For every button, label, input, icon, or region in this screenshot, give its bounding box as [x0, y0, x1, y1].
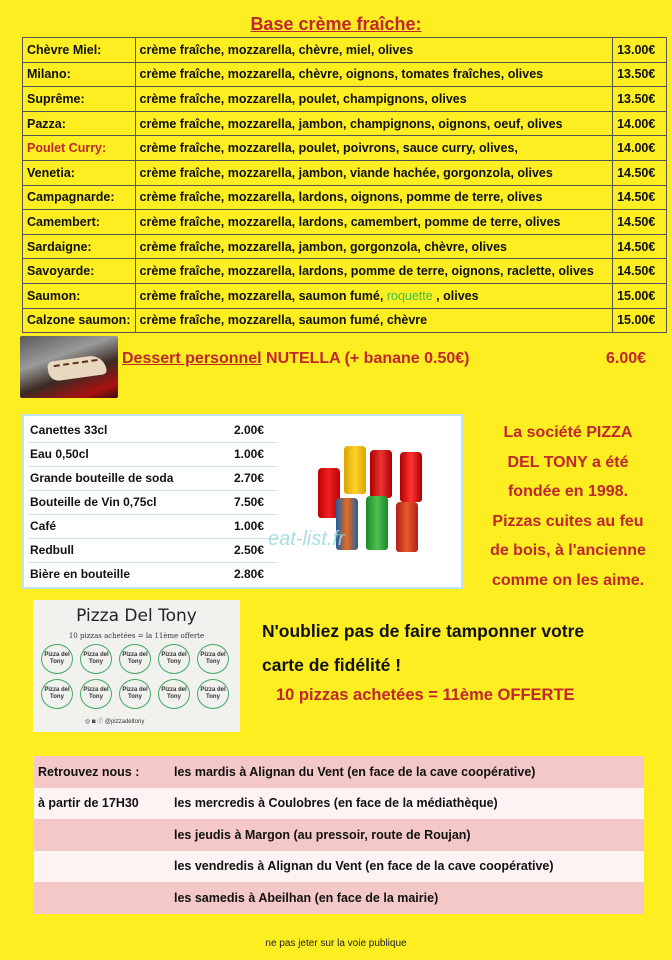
dessert-detail: NUTELLA (+ banane 0.50€) — [261, 350, 470, 367]
schedule-location: les mercredis à Coulobres (en face de la médiathèque) — [170, 788, 644, 820]
pizza-ingredients: crème fraîche, mozzarella, jambon, gorgonzola, chèvre, olives — [135, 234, 613, 259]
table-row — [28, 418, 278, 442]
can-icon — [344, 446, 366, 494]
schedule-left — [34, 882, 170, 914]
pizza-ingredients: crème fraîche, mozzarella, chèvre, miel, olives — [135, 38, 613, 63]
pizza-price: 14.50€ — [613, 185, 667, 210]
table-row — [23, 87, 667, 112]
drink-price: 2.70€ — [232, 466, 278, 490]
drink-price: 1.00€ — [232, 514, 278, 538]
table-row — [28, 466, 278, 490]
pizza-name: Poulet Curry: — [23, 136, 136, 161]
pizza-name: Savoyarde: — [23, 259, 136, 284]
pizza-ingredients: crème fraîche, mozzarella, poulet, poivrons, sauce curry, olives, — [135, 136, 613, 161]
pizza-price: 13.50€ — [613, 87, 667, 112]
pizza-ingredients: crème fraîche, mozzarella, chèvre, oignons, tomates fraîches, olives — [135, 62, 613, 87]
drink-name: Bouteille de Vin 0,75cl — [28, 490, 232, 514]
footer-note: ne pas jeter sur la voie publique — [265, 938, 407, 949]
pizza-name: Calzone saumon: — [23, 308, 136, 333]
schedule-location: les jeudis à Margon (au pressoir, route de Roujan) — [170, 819, 644, 851]
can-icon — [400, 452, 422, 502]
drink-price: 2.00€ — [232, 418, 278, 442]
pizza-name: Sardaigne: — [23, 234, 136, 259]
schedule-left — [34, 819, 170, 851]
drink-name: Redbull — [28, 538, 232, 562]
dessert-photo — [20, 336, 118, 398]
about-text — [470, 418, 666, 595]
pizza-price: 14.50€ — [613, 160, 667, 185]
about-line: comme on les aime. — [491, 571, 645, 589]
stamp-icon: Pizza del Tony — [41, 644, 73, 674]
table-row — [34, 788, 644, 820]
drink-price: 7.50€ — [232, 490, 278, 514]
pizza-menu-table — [22, 37, 667, 333]
schedule-location: les vendredis à Alignan du Vent (en face de la cave coopérative) — [170, 851, 644, 883]
fidelity-line: carte de fidélité ! — [262, 655, 402, 675]
pizza-ingredients: crème fraîche, mozzarella, saumon fumé, chèvre — [135, 308, 613, 333]
stamp-icon: Pizza del Tony — [197, 679, 229, 709]
about-line: fondée en 1998. — [507, 483, 629, 500]
stamp-icon: Pizza del Tony — [158, 644, 190, 674]
pizza-name: Campagnarde: — [23, 185, 136, 210]
pizza-name: Chèvre Miel: — [23, 38, 136, 63]
pizza-name: Camembert: — [23, 210, 136, 235]
table-row — [23, 210, 667, 235]
pizza-ingredients: crème fraîche, mozzarella, poulet, champignons, olives — [135, 87, 613, 112]
table-row — [23, 136, 667, 161]
drinks-table — [28, 418, 278, 586]
dessert-label — [122, 350, 470, 368]
pizza-price: 14.50€ — [613, 210, 667, 235]
stamp-icon: Pizza del Tony — [80, 679, 112, 709]
card-social: ◎ ◙ ⓕ @pizzadeltony — [85, 719, 145, 725]
about-line: La société PIZZA — [503, 424, 633, 441]
about-line: Pizzas cuites au feu — [492, 512, 644, 530]
can-icon — [370, 450, 392, 498]
drink-name: Eau 0,50cl — [28, 442, 232, 466]
schedule-location: les samedis à Abeilhan (en face de la mairie) — [170, 882, 644, 914]
pizza-ingredients — [135, 283, 613, 308]
stamp-icon: Pizza del Tony — [41, 679, 73, 709]
pizza-ingredients: crème fraîche, mozzarella, lardons, camembert, pomme de terre, olives — [135, 210, 613, 235]
pizza-ingredients: crème fraîche, mozzarella, lardons, oignons, pomme de terre, olives — [135, 185, 613, 210]
fidelity-line: N'oubliez pas de faire tamponner votre — [262, 621, 585, 641]
schedule-left: Retrouvez nous : — [34, 756, 170, 788]
can-icon — [396, 502, 418, 552]
drink-price: 2.80€ — [234, 567, 265, 582]
schedule-left — [34, 851, 170, 883]
pizza-name: Milano: — [23, 62, 136, 87]
watermark: eat-list.fr — [268, 528, 345, 550]
drink-name: Café — [28, 514, 232, 538]
stamp-icon: Pizza del Tony — [119, 644, 151, 674]
pizza-ingredients: crème fraîche, mozzarella, jambon, viande hachée, gorgonzola, olives — [135, 160, 613, 185]
highlighted-ingredient: roquette — [386, 288, 433, 303]
pizza-ingredients: crème fraîche, mozzarella, lardons, pomme de terre, oignons, raclette, olives — [135, 259, 613, 284]
card-title: Pizza Del Tony — [76, 606, 197, 626]
table-row — [28, 514, 278, 538]
table-row — [34, 882, 644, 914]
pizza-price: 13.50€ — [613, 62, 667, 87]
table-row — [28, 442, 278, 466]
table-row — [23, 234, 667, 259]
schedule-location: les mardis à Alignan du Vent (en face de la cave coopérative) — [170, 756, 644, 788]
table-row — [23, 259, 667, 284]
table-row — [23, 308, 667, 333]
pizza-price: 14.00€ — [613, 136, 667, 161]
table-row — [23, 38, 667, 63]
table-row — [23, 283, 667, 308]
drinks-panel — [22, 414, 463, 589]
schedule-left: à partir de 17H30 — [34, 788, 170, 820]
pizza-ingredients: crème fraîche, mozzarella, jambon, champignons, oignons, oeuf, olives — [135, 111, 613, 136]
pizza-price: 14.50€ — [613, 259, 667, 284]
ingredients-text: , olives — [432, 288, 479, 303]
about-line: de bois, à l'ancienne — [490, 542, 646, 559]
pizza-price: 13.00€ — [613, 38, 667, 63]
table-row — [23, 160, 667, 185]
schedule-table — [34, 756, 644, 914]
stamp-icon: Pizza del Tony — [197, 644, 229, 674]
can-icon — [366, 496, 388, 550]
loyalty-card-image — [33, 600, 240, 732]
ingredients-text: crème fraîche, mozzarella, saumon fumé, — [139, 288, 387, 303]
table-row — [23, 185, 667, 210]
dessert-price: 6.00€ — [606, 350, 647, 367]
drink-name: Canettes 33cl — [28, 418, 232, 442]
table-row — [34, 756, 644, 788]
section-title: Base crème fraîche: — [250, 14, 422, 34]
pizza-name: Saumon: — [23, 283, 136, 308]
drink-name: Bière en bouteille — [30, 567, 131, 582]
drink-price: 1.00€ — [232, 442, 278, 466]
table-row — [34, 819, 644, 851]
fidelity-message — [262, 614, 662, 682]
pizza-name: Venetia: — [23, 160, 136, 185]
table-row — [23, 111, 667, 136]
dessert-title: Dessert personnel — [122, 350, 262, 367]
pizza-name: Suprême: — [23, 87, 136, 112]
table-row — [34, 851, 644, 883]
pizza-price: 15.00€ — [613, 308, 667, 333]
drink-name: Grande bouteille de soda — [28, 466, 232, 490]
stamp-icon: Pizza del Tony — [158, 679, 190, 709]
stamp-icon: Pizza del Tony — [80, 644, 112, 674]
stamp-icon: Pizza del Tony — [119, 679, 151, 709]
pizza-name: Pazza: — [23, 111, 136, 136]
table-row — [28, 538, 278, 562]
about-line: DEL TONY a été — [507, 453, 629, 471]
pizza-price: 15.00€ — [613, 283, 667, 308]
fidelity-offer: 10 pizzas achetées = 11ème OFFERTE — [276, 686, 575, 704]
drink-price: 2.50€ — [232, 538, 278, 562]
pizza-price: 14.50€ — [613, 234, 667, 259]
table-row — [23, 62, 667, 87]
table-row — [28, 562, 278, 586]
pizza-price: 14.00€ — [613, 111, 667, 136]
card-subtitle: 10 pizzas achetées = la 11ème offerte — [68, 632, 205, 640]
table-row — [28, 490, 278, 514]
